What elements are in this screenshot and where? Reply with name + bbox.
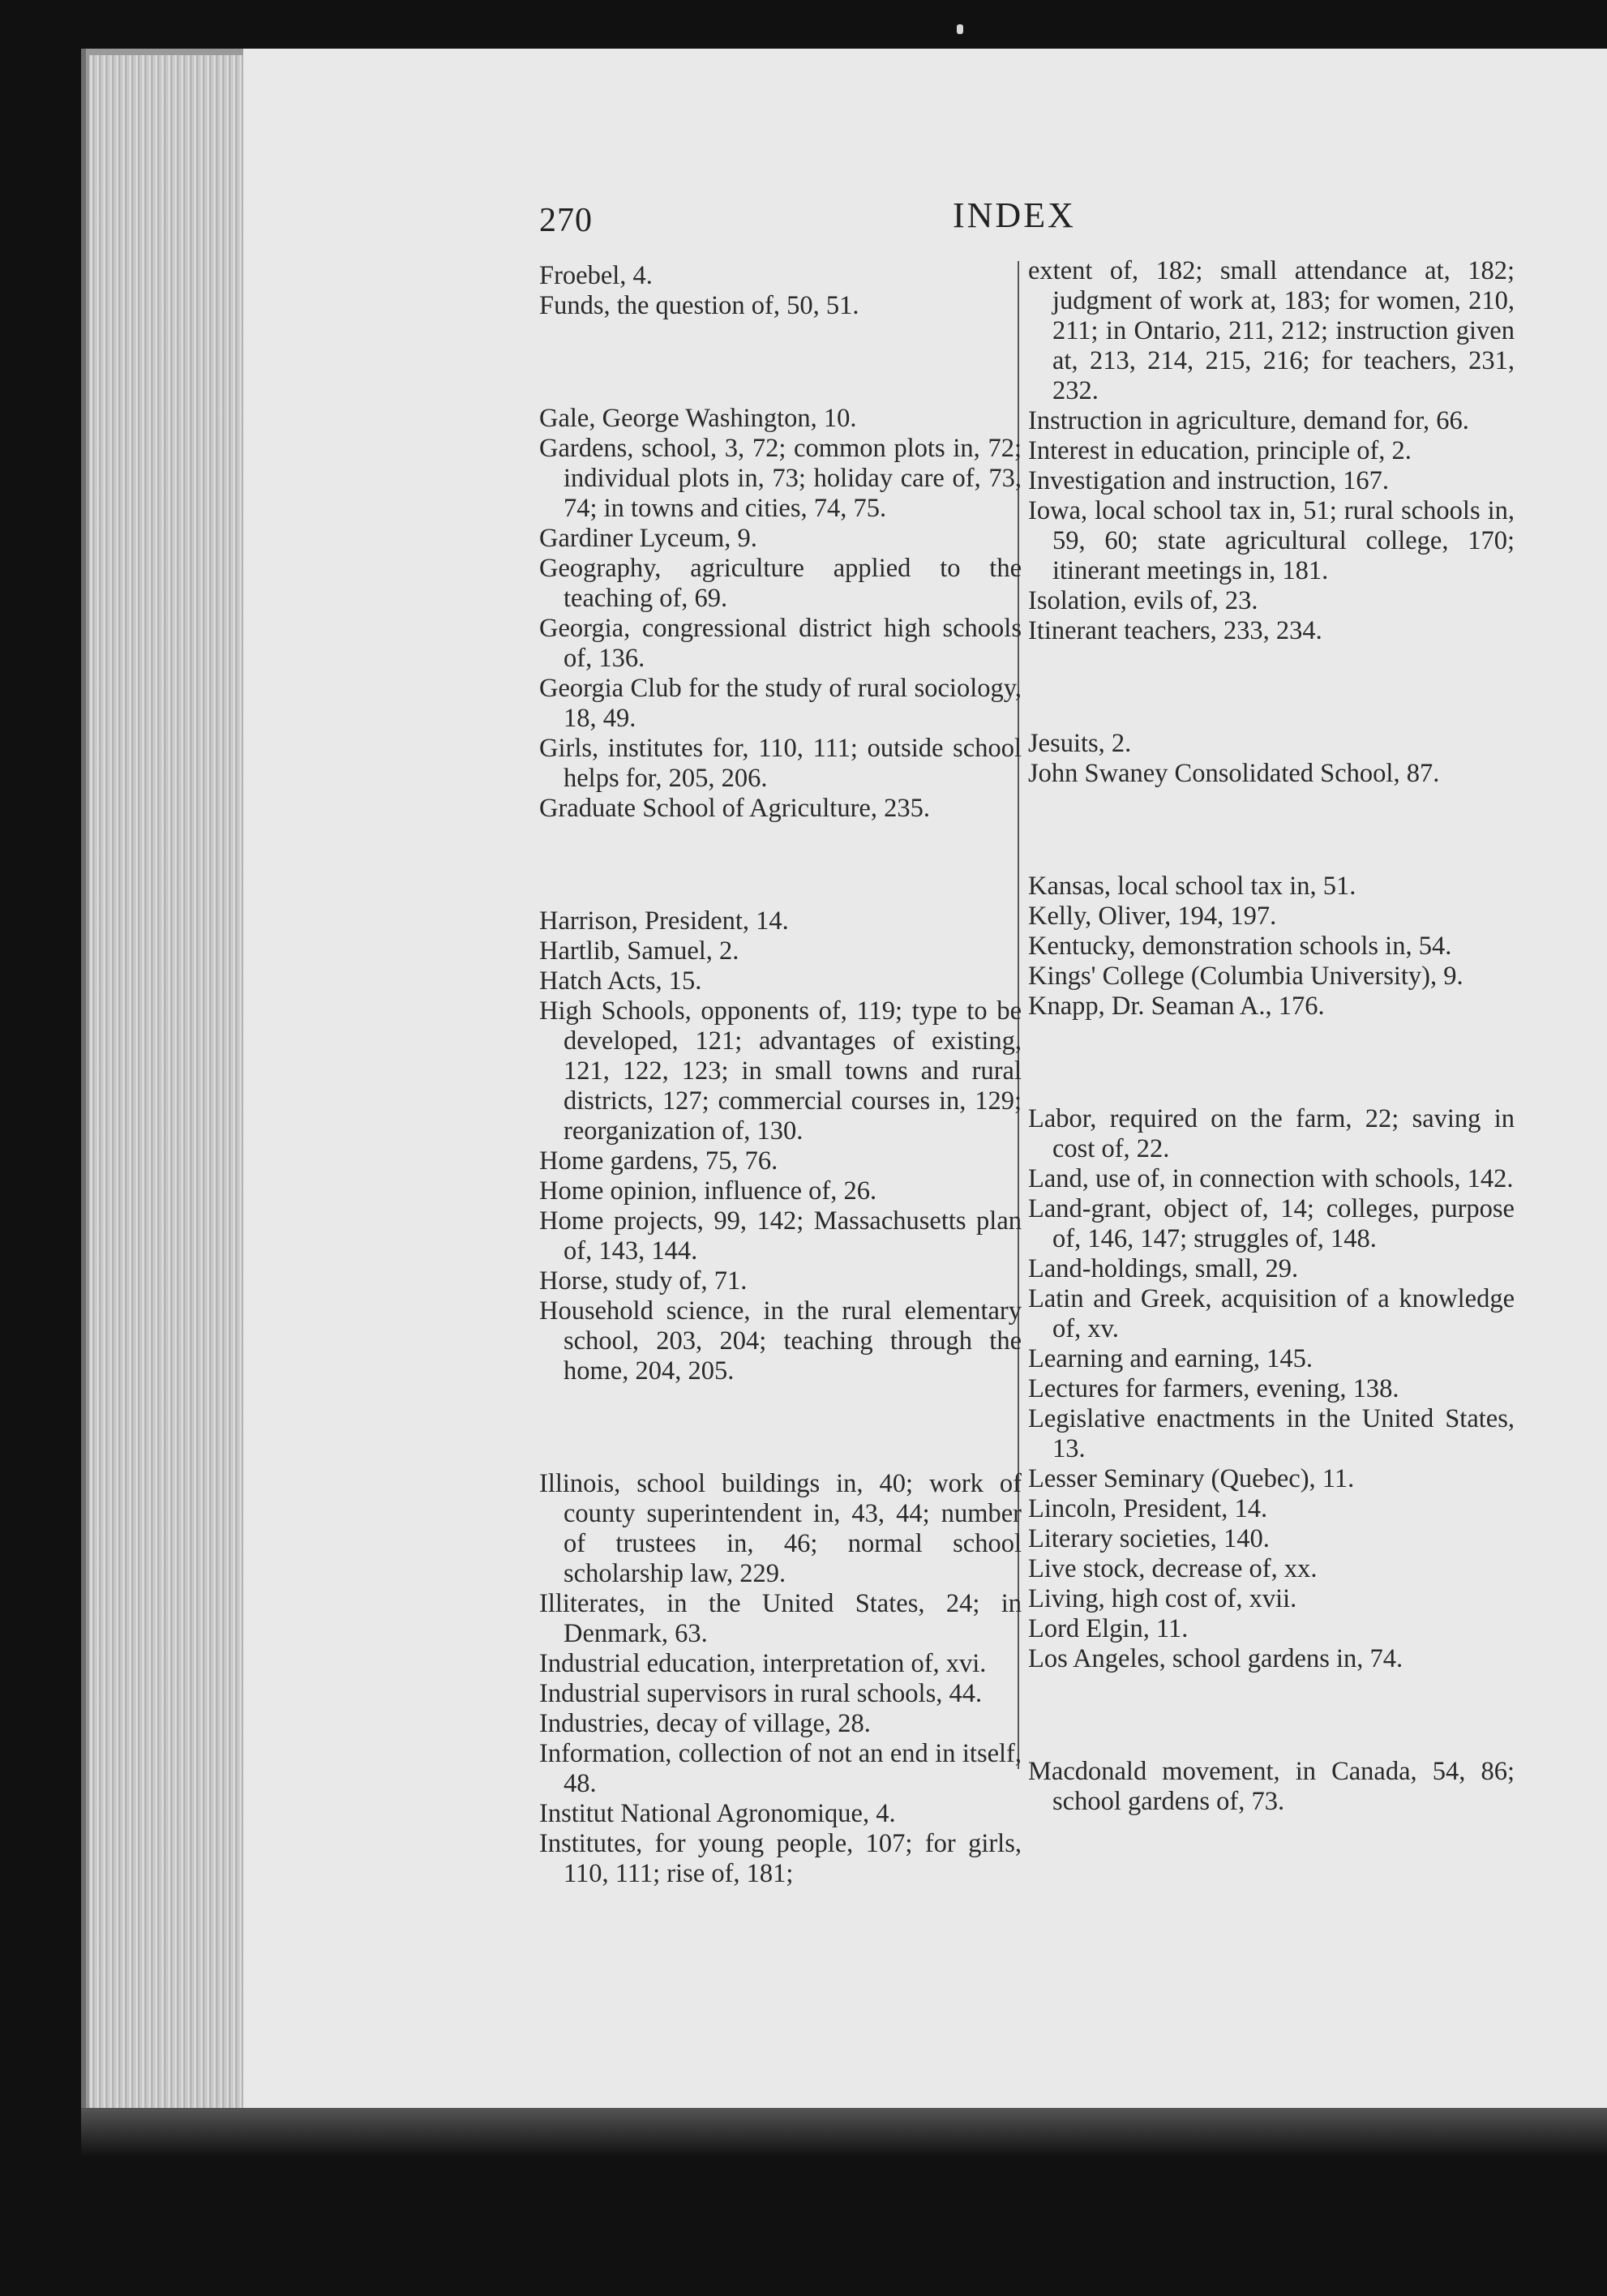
index-entry: Jesuits, 2. <box>1028 729 1132 758</box>
page-title: INDEX <box>953 195 1076 235</box>
index-entry: Isolation, evils of, 23. <box>1028 586 1258 615</box>
section-gap <box>1028 1701 1515 1731</box>
index-entry: Gardens, school, 3, 72; common plots in, 72; individual plots in, 73; holiday care of, 73, 74; in towns and cities, 74, 75. <box>539 434 1022 523</box>
section-gap <box>539 348 1022 378</box>
index-entry: Land, use of, in connection with schools, 142. <box>1028 1164 1514 1193</box>
index-entry: Land-holdings, small, 29. <box>1028 1254 1299 1283</box>
index-entry: Froebel, 4. <box>539 261 653 290</box>
index-entry: Legislative enactments in the United States, 13. <box>1028 1404 1515 1463</box>
dust-speck <box>957 24 963 34</box>
index-entry: Home projects, 99, 142; Massachusetts plan of, 143, 144. <box>539 1206 1022 1266</box>
section-gap <box>539 850 1022 880</box>
index-entry: Institutes, for young people, 107; for girls, 110, 111; rise of, 181; <box>539 1829 1022 1888</box>
index-entry: Home opinion, influence of, 26. <box>539 1176 877 1206</box>
index-entry: Lincoln, President, 14. <box>1028 1494 1268 1523</box>
index-entry: Latin and Greek, acquisition of a knowledge of, xv. <box>1028 1284 1515 1343</box>
index-entry: Investigation and instruction, 167. <box>1028 466 1390 495</box>
index-entry: John Swaney Consolidated School, 87. <box>1028 759 1440 788</box>
index-entry: Instruction in agriculture, demand for, 66. <box>1028 406 1469 435</box>
index-entry: Information, collection of not an end in itself, 48. <box>539 1739 1022 1798</box>
index-entry: Lord Elgin, 11. <box>1028 1614 1189 1643</box>
index-entry: Learning and earning, 145. <box>1028 1344 1313 1373</box>
index-entry: Industries, decay of village, 28. <box>539 1709 871 1738</box>
index-entry: Home gardens, 75, 76. <box>539 1146 778 1176</box>
page-number: 270 <box>539 202 593 239</box>
bottom-shadow <box>81 2108 1607 2157</box>
index-entry: Land-grant, object of, 14; colleges, purpose of, 146, 147; struggles of, 148. <box>1028 1194 1515 1253</box>
index-column-right <box>1028 256 1515 1817</box>
index-entry: Kings' College (Columbia University), 9. <box>1028 962 1463 991</box>
index-entry: Living, high cost of, xvii. <box>1028 1584 1297 1613</box>
section-gap <box>1028 1048 1515 1078</box>
section-gap <box>1028 816 1515 846</box>
index-entry: Household science, in the rural elementary school, 203, 204; teaching through the home, 204, 205. <box>539 1296 1022 1386</box>
index-entry: Gardiner Lyceum, 9. <box>539 524 757 553</box>
index-column-left <box>539 261 1022 1889</box>
index-entry: Girls, institutes for, 110, 111; outside school helps for, 205, 206. <box>539 734 1022 793</box>
index-entry: Institut National Agronomique, 4. <box>539 1799 896 1828</box>
index-entry: Industrial supervisors in rural schools, 44. <box>539 1679 983 1708</box>
index-entry: Los Angeles, school gardens in, 74. <box>1028 1644 1403 1673</box>
page-stack-edges <box>89 55 259 2114</box>
index-entry: Harrison, President, 14. <box>539 906 789 936</box>
index-entry: Industrial education, interpretation of, xvi. <box>539 1649 987 1678</box>
section-gap <box>539 1413 1022 1443</box>
index-entry: Kansas, local school tax in, 51. <box>1028 872 1356 901</box>
index-entry: Horse, study of, 71. <box>539 1266 748 1296</box>
index-entry: Gale, George Washington, 10. <box>539 404 857 433</box>
index-entry: Graduate School of Agriculture, 235. <box>539 794 930 823</box>
index-entry: Hatch Acts, 15. <box>539 966 702 996</box>
index-entry: Lectures for farmers, evening, 138. <box>1028 1374 1399 1403</box>
index-entry: Georgia Club for the study of rural sociology, 18, 49. <box>539 674 1022 733</box>
index-entry: Iowa, local school tax in, 51; rural schools in, 59, 60; state agricultural college, 170; itinerant meetings in, 181. <box>1028 496 1515 585</box>
index-entry: extent of, 182; small attendance at, 182; judgment of work at, 183; for women, 210, 211; in Ontario, 211, 212; instruction given at, 213, 214, 215, 216; for teachers, 231, 232. <box>1028 256 1515 405</box>
index-entry: Hartlib, Samuel, 2. <box>539 936 739 966</box>
index-entry: Illinois, school buildings in, 40; work of county superintendent in, 43, 44; number of trustees in, 46; normal school scholarship law, 229. <box>539 1469 1022 1588</box>
index-entry: Kentucky, demonstration schools in, 54. <box>1028 932 1452 961</box>
index-entry: Illiterates, in the United States, 24; in Denmark, 63. <box>539 1589 1022 1648</box>
index-entry: Literary societies, 140. <box>1028 1524 1270 1553</box>
index-entry: Georgia, congressional district high schools of, 136. <box>539 614 1022 673</box>
index-entry: Knapp, Dr. Seaman A., 176. <box>1028 992 1325 1021</box>
index-entry: Labor, required on the farm, 22; saving in cost of, 22. <box>1028 1104 1515 1163</box>
index-entry: Kelly, Oliver, 194, 197. <box>1028 902 1277 931</box>
index-entry: Macdonald movement, in Canada, 54, 86; school gardens of, 73. <box>1028 1757 1515 1816</box>
index-entry: Live stock, decrease of, xx. <box>1028 1554 1318 1583</box>
index-entry: Interest in education, principle of, 2. <box>1028 436 1412 465</box>
section-gap <box>1028 673 1515 703</box>
index-entry: Geography, agriculture applied to the teaching of, 69. <box>539 554 1022 613</box>
index-entry: High Schools, opponents of, 119; type to be developed, 121; advantages of existing, 121, 122, 123; in small towns and rural districts, 127; commercial courses in, 129; reorganization of, 130. <box>539 996 1022 1146</box>
index-entry: Lesser Seminary (Quebec), 11. <box>1028 1464 1355 1493</box>
index-entry: Itinerant teachers, 233, 234. <box>1028 616 1322 645</box>
index-entry: Funds, the question of, 50, 51. <box>539 291 859 320</box>
